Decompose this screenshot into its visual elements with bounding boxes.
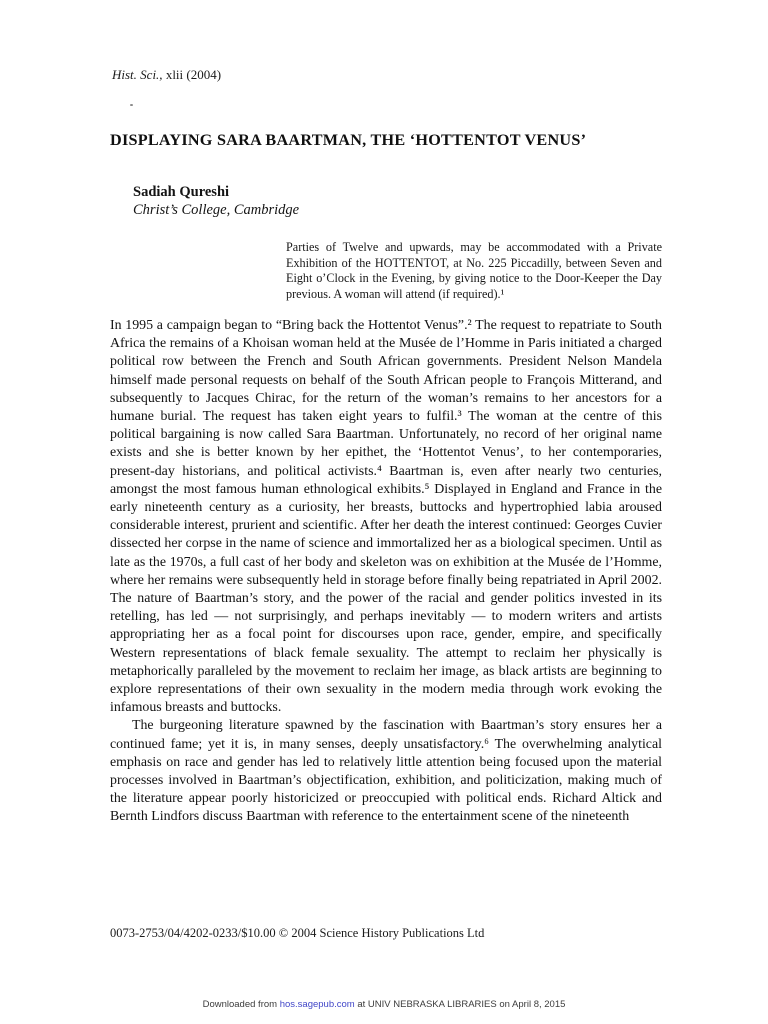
body-paragraph: In 1995 a campaign began to “Bring back the Hottentot Venus”.² The request to repatriate to South Africa the remains of a Khoisan woman held at the Musée de l’Homme in Paris initiated a charged political row between the French and South African governments. President Nelson Mandela himself made personal requests on behalf of the South African people to François Mitterand, and subsequently to Jacques Chirac, for the return of the woman’s remains to her ancestors for a humane burial. The request has taken eight years to fulfil.³ The woman at the centre of this political bargaining is now called Sara Baartman. Unfortunately, no record of her original name exists and she is better known by her epithet, the ‘Hottentot Venus’, to her contemporaries, present-day historians, and political activists.⁴ Baartman is, even after nearly two centuries, amongst the most famous human ethnological exhibits.⁵ Displayed in England and France in the early nineteenth century as a curiosity, her breasts, buttocks and hypertrophied labia aroused considerable interest, prurient and scientific. After her death the interest continued: Georges Cuvier dissected her corpse in the name of science and immortalized her as a biological specimen. Until as late as the 1970s, a full cast of her body and skeleton was on exhibition at the Musée de l’Homme, where her remains were subsequently held in storage before finally being repatriated in April 2002. The nature of Baartman’s story, and the power of the racial and gender politics invested in its retelling, has led — not surprisingly, and perhaps inevitably — to modern writers and artists appropriating her as a focal point for discourses upon race, gender, empire, and specifically Western representations of black female sexuality. The attempt to reclaim her physically is metaphorically paralleled by the movement to reclaim her image, as black artists are beginning to explore representations of their own sexuality in the modern media through work evoking the infamous breasts and buttocks. xyxy=(110,318,662,716)
body-paragraph: The burgeoning literature spawned by the fascination with Baartman’s story ensures her a continued fame; yet it is, in many senses, deeply unsatisfactory.⁶ The overwhelming analytical emphasis on race and gender has led to relatively little attention being focused upon the material processes involved in Baartman’s objectification, exhibition, and politicization, making much of the literature appear poorly historicized or preoccupied with political ends. Richard Altick and Bernth Lindfors discuss Baartman with reference to the entertainment scene of the nineteenth xyxy=(110,718,662,825)
article-body xyxy=(110,317,662,827)
journal-citation xyxy=(112,67,221,83)
epigraph-quote: Parties of Twelve and upwards, may be accommodated with a Private Exhibition of the HOTTENTOT, at No. 225 Piccadilly, between Seven and Eight o’Clock in the Evening, by giving notice to the Door-Keeper the Day previous. A woman will attend (if required).¹ xyxy=(286,240,662,301)
journal-issue: xlii (2004) xyxy=(162,67,222,82)
author-affiliation: Christ’s College, Cambridge xyxy=(133,201,300,218)
page-title: DISPLAYING SARA BAARTMAN, THE ‘HOTTENTOT VENUS’ xyxy=(110,131,587,149)
scan-artifact-dot xyxy=(130,104,133,106)
author-block xyxy=(133,184,299,219)
imprint-line: 0073-2753/04/4202-0233/$10.00 © 2004 Science History Publications Ltd xyxy=(110,926,485,940)
journal-name: Hist. Sci., xyxy=(112,67,163,82)
download-suffix: at UNIV NEBRASKA LIBRARIES on April 8, 2015 xyxy=(354,999,566,1010)
download-prefix: Downloaded from xyxy=(202,999,280,1010)
sagepub-link[interactable]: hos.sagepub.com xyxy=(279,999,355,1010)
author-name: Sadiah Qureshi xyxy=(133,184,230,200)
download-footer xyxy=(0,999,768,1010)
